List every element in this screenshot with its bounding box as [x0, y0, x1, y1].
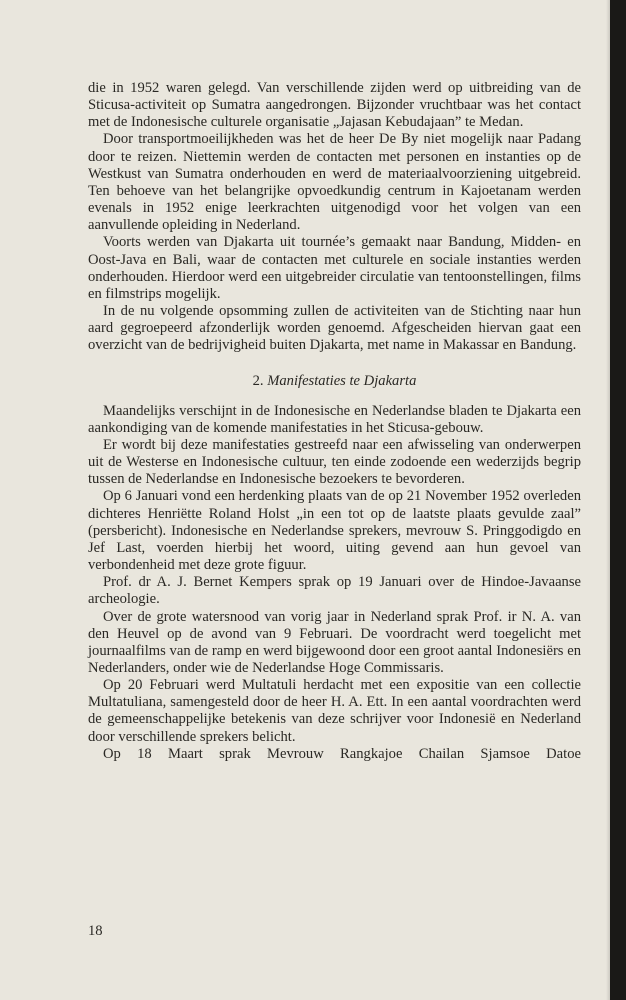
paragraph: Door transportmoeilijkheden was het de heer De By niet mogelijk naar Padang door te reizen. Niettemin werden de contacten met personen en instanties op de Westkust van Sumatra onderhouden en werd de materiaalvoorziening uitgebreid. Ten behoeve van het belangrijke opvoedkundig centrum in Kajoetanam werden evenals in 1952 enige leerkrachten uitgenodigd voor het volgen van een aanvullende opleiding in Nederland.	[88, 131, 581, 234]
paragraph: die in 1952 waren gelegd. Van verschillende zijden werd op uitbreiding van de Sticusa-activiteit op Sumatra aangedrongen. Bijzonder vruchtbaar was het contact met de Indonesische culturele organisatie „Jajasan Kebudajaan” te Medan.	[88, 80, 581, 131]
paragraph: Op 6 Januari vond een herdenking plaats van de op 21 November 1952 overleden dichteres Henriëtte Roland Holst „in een tot op de laatste plaats gevulde zaal” (persbericht). Indonesische en Nederlandse sprekers, mevrouw S. Pringgodigdo en Jef Last, voerden hierbij het woord, uiting gevend aan hun gevoel van verbondenheid met deze grote figuur.	[88, 488, 581, 574]
section-number: 2.	[252, 372, 264, 389]
paragraph: Op 18 Maart sprak Mevrouw Rangkajoe Chailan Sjamsoe Datoe	[103, 745, 581, 762]
page-number: 18	[88, 923, 103, 939]
paragraph: Voorts werden van Djakarta uit tournée’s gemaakt naar Bandung, Midden- en Oost-Java en Bali, waar de contacten met culturele en sociale instanties werden onderhouden. Hierdoor werd een uitgebreider circulatie van tentoonstellingen, films en filmstrips mogelijk.	[88, 234, 581, 302]
paragraph: Over de grote watersnood van vorig jaar in Nederland sprak Prof. ir N. A. van den Heuvel op de avond van 9 Februari. De voordracht werd toegelicht met journaalfilms van de ramp en werd bijgewoond door een groot aantal Indonesiërs en Nederlanders, onder wie de Nederlandse Hoge Commissaris.	[88, 608, 581, 676]
paragraph: In de nu volgende opsomming zullen de activiteiten van de Stichting naar hun aard gegroepeerd afzonderlijk worden genoemd. Afgescheiden hiervan gaat een overzicht van de bedrijvigheid buiten Djakarta, met name in Makassar en Bandung.	[88, 303, 581, 354]
book-edge	[610, 0, 626, 1000]
page-body	[88, 80, 581, 763]
section-heading	[88, 373, 581, 390]
paragraph: Op 20 Februari werd Multatuli herdacht met een expositie van een collectie Multatuliana, samengesteld door de heer H. A. Ett. In een aantal voordrachten werd de gemeenschappelijke betekenis van deze schrijver voor Indonesië en Nederland door verschillende sprekers belicht.	[88, 677, 581, 745]
section-title: Manifestaties te Djakarta	[267, 372, 417, 389]
paragraph: Prof. dr A. J. Bernet Kempers sprak op 19 Januari over de Hindoe-Javaanse archeologie.	[88, 574, 581, 608]
paragraph: Er wordt bij deze manifestaties gestreefd naar een afwisseling van onderwerpen uit de Westerse en Indonesische cultuur, ten einde zodoende een wederzijds begrip tussen de Nederlandse en Indonesische bezoekers te bevorderen.	[88, 436, 581, 488]
paragraph: Maandelijks verschijnt in de Indonesische en Nederlandse bladen te Djakarta een aankondiging van de komende manifestaties in het Sticusa-gebouw.	[88, 402, 581, 436]
